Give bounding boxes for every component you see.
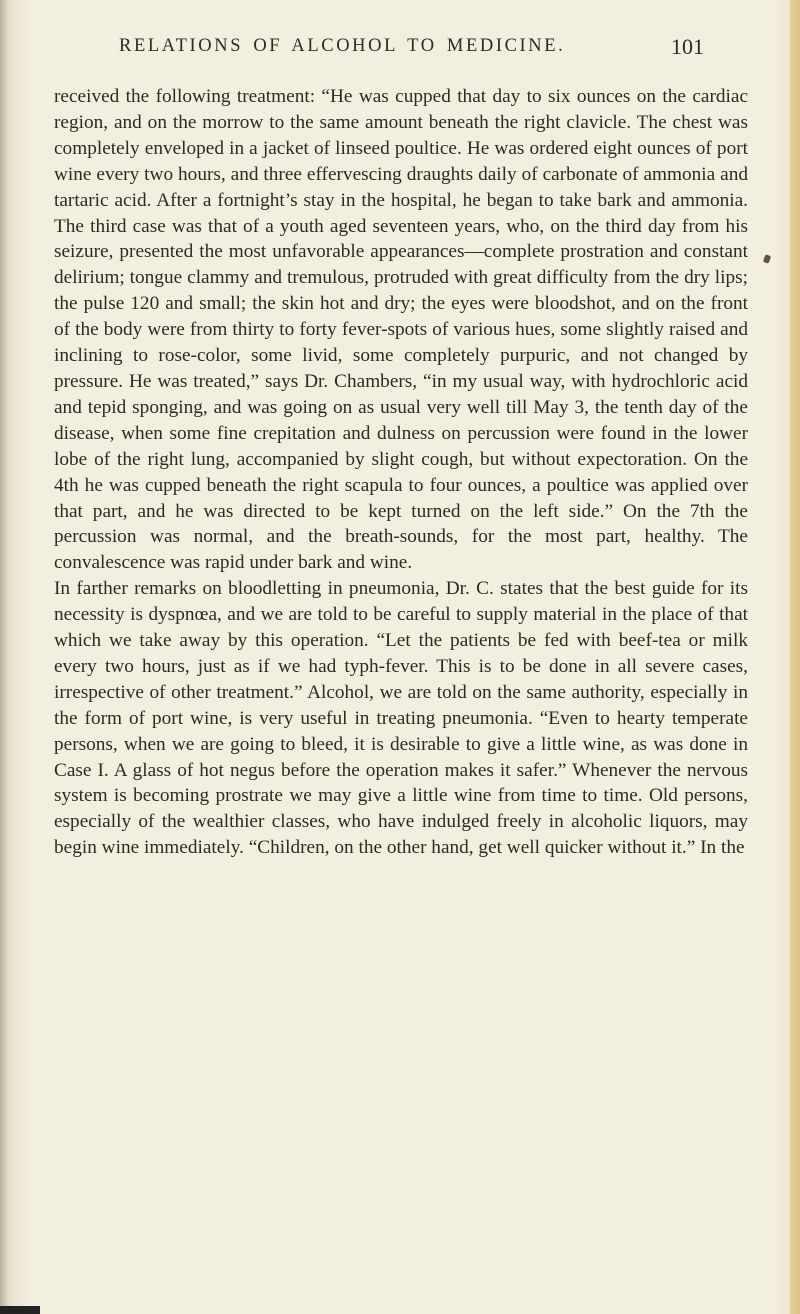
body-text (54, 84, 748, 861)
binding-shadow (0, 0, 8, 1314)
page-number: 101 (671, 34, 704, 59)
running-head (54, 36, 754, 66)
paragraph: received the following treatment: “He was cupped that day to six ounces on the cardiac region, and on the morrow to the same amount beneath the right clavicle. The chest was completely enveloped in a jacket of linseed poultice. He was ordered eight ounces of port wine every two hours, and three effervescing draughts daily of carbonate of ammonia and tartaric acid. After a fortnight’s stay in the hospital, he began to take bark and ammonia. The third case was that of a youth aged seventeen years, who, on the third day from his seizure, presented the most unfavorable appearances—complete prostration and constant delirium; tongue clammy and tremulous, protruded with great difficulty from the dry lips; the pulse 120 and small; the skin hot and dry; the eyes were bloodshot, and on the front of the body were from thirty to forty fever-spots of various hues, some slightly raised and inclining to rose-color, some livid, some completely purpuric, and not changed by pressure. He was treated,” says Dr. Chambers, “in my usual way, with hydrochloric acid and tepid sponging, and was going on as usual very well till May 3, the tenth day of the disease, when some fine crepitation and dulness on percussion were found in the lower lobe of the right lung, accompanied by slight cough, but without expectoration. On the 4th he was cupped beneath the right scapula to four ounces, a poultice was applied over that part, and he was directed to be kept turned on the left side.” On the 7th the percussion was normal, and the breath-sounds, for the most part, healthy. The convalescence was rapid under bark and wine. (54, 86, 748, 574)
scan-mark (0, 1306, 40, 1314)
ink-mark (763, 254, 771, 264)
paragraph: In farther remarks on bloodletting in pneumonia, Dr. C. states that the best guide for its necessity is dyspnœa, and we are told to be careful to supply material in the place of that which we take away by this operation. “Let the patients be fed with beef-tea or milk every two hours, just as if we had typh-fever. This is to be done in all severe cases, irrespective of other treatment.” Alcohol, we are told on the same authority, especially in the form of port wine, is very useful in treating pneumonia. “Even to hearty temperate persons, when we are going to bleed, it is desirable to give a little wine, as was done in Case I. A glass of hot negus before the operation makes it safer.” Whenever the nervous system is becoming prostrate we may give a little wine from time to time. Old persons, especially of the wealthier classes, who have indulged freely in alcoholic liquors, may begin wine immediately. “Children, on the other hand, get well quicker without it.” In the (54, 578, 748, 859)
page-edge (790, 0, 800, 1314)
running-title: RELATIONS OF ALCOHOL TO MEDICINE. (119, 36, 566, 56)
